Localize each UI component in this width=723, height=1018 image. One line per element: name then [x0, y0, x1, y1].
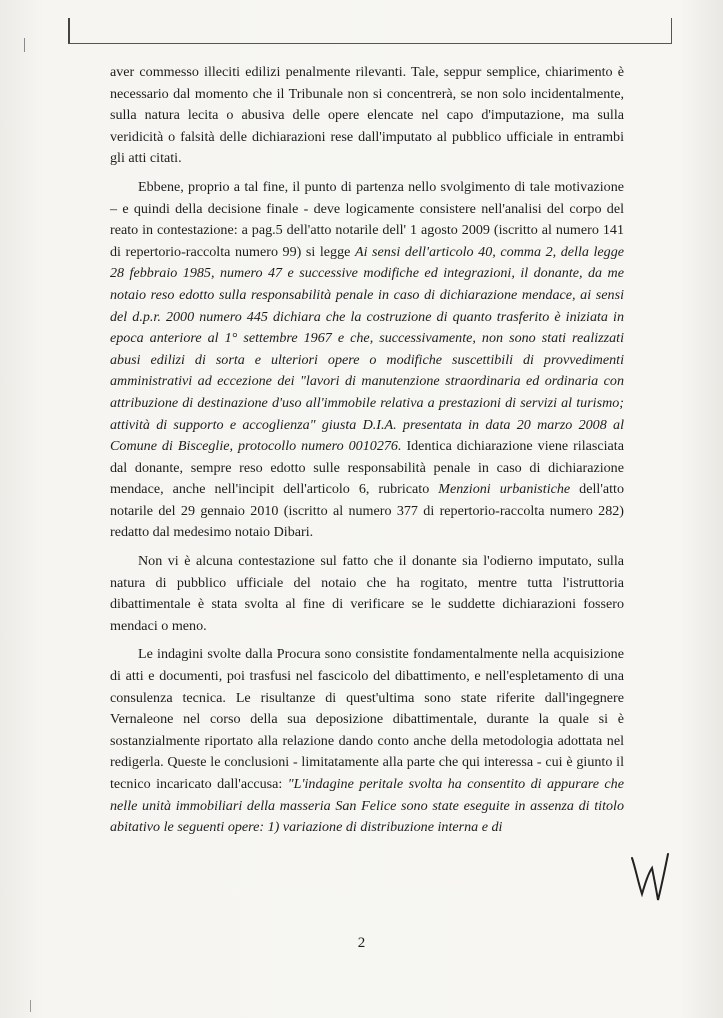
paragraph-2-text-c: dell'atto notarile del 29 gennaio 2010 (iscritto al numero 377 di repertorio-raccolta numero 282) redatto dal medesimo notaio Dibari. — [110, 481, 624, 541]
paragraph-2-text-b: Identica dichiarazione viene rilasciata dal donante, sempre reso edotto sulle responsabilità penale in caso di dichiarazione mendace, anche nell'incipit dell'articolo 6, rubricato — [110, 438, 624, 498]
paragraph-1-text: aver commesso illeciti edilizi penalmente rilevanti. Tale, seppur semplice, chiarimento è necessario dal momento che il Tribunale non si concentrerà, se non solo incidentalmente, sulla natura lecita o abusiva delle opere elencate nel capo d'imputazione, ma sulla veridicità o falsità delle dichiarazioni rese dall'imputato al pubblico ufficiale in entrambi gli atti citati. — [110, 64, 624, 167]
page-number: 2 — [357, 935, 366, 951]
paragraph-2 — [110, 177, 624, 544]
paragraph-4 — [110, 644, 624, 838]
paragraph-4-quote: "L'indagine peritale svolta ha consentito di appurare che nelle unità immobiliari della masseria San Felice sono state eseguite in assenza di titolo abitativo le seguenti opere: 1) variazione di distribuzione interna e di — [110, 776, 624, 836]
scan-mark — [24, 38, 25, 52]
paragraph-2-rubric: Menzioni urbanistiche — [438, 481, 571, 498]
paragraph-3-text: Non vi è alcuna contestazione sul fatto che il donante sia l'odierno imputato, sulla natura di pubblico ufficiale del notaio che ha rogitato, mentre tutta l'istruttoria dibattimentale è stata svolta al fine di verificare se le suddette dichiarazioni fossero mendaci o meno. — [110, 553, 624, 634]
paragraph-3 — [110, 551, 624, 637]
handwritten-signature — [628, 848, 672, 906]
paragraph-2-text-a: Ebbene, proprio a tal fine, il punto di partenza nello svolgimento di tale motivazione – e quindi della decisione finale - deve logicamente consistere nell'analisi del corpo del reato in contestazione: a pag.5 dell'atto notarile dell' 1 agosto 2009 (iscritto al numero 141 di repertorio-raccolta numero 99) si legge — [110, 178, 624, 260]
header-frame — [68, 18, 672, 44]
paragraph-1 — [110, 62, 624, 170]
scan-mark-bottom — [30, 1000, 31, 1012]
paragraph-4-text: Le indagini svolte dalla Procura sono consistite fondamentalmente nella acquisizione di atti e documenti, poi trasfusi nel fascicolo del dibattimento, e nell'espletamento di una consulenza tecnica. Le risultanze di quest'ultima sono state riferite dall'ingegnere Vernaleone nel corso della sua deposizione dibattimentale, durante la quale si è sostanzialmente riportato alla relazione dando conto anche della metodologia adottata nel redigerla. Queste le conclusioni - limitatamente alla parte che qui interessa - cui è giunto il tecnico incaricato dall'accusa: — [110, 646, 624, 792]
body-text — [110, 62, 624, 846]
paragraph-2-quote: Ai sensi dell'articolo 40, comma 2, della legge 28 febbraio 1985, numero 47 e successive modifiche ed integrazioni, il donante, da me notaio reso edotto sulla responsabilità penale in caso di dichiarazione mendace, ai sensi del d.p.r. 2000 numero 445 dichiara che la costruzione di quanto trasferito è iniziata in epoca anteriore al 1° settembre 1967 e che, successivamente, non sono stati realizzati abusi edilizi di sorta e ulteriori opere o modifiche suscettibili di provvedimenti amministrativi ad eccezione dei "lavori di manutenzione straordinaria ed ordinaria con attribuzione di destinazione d'uso all'immobile relativa a prestazioni di servizi al turismo; attività di supporto e accoglienza" giusta D.I.A. presentata in data 20 marzo 2008 al Comune di Bisceglie, protocollo numero 0010276. — [110, 243, 625, 455]
